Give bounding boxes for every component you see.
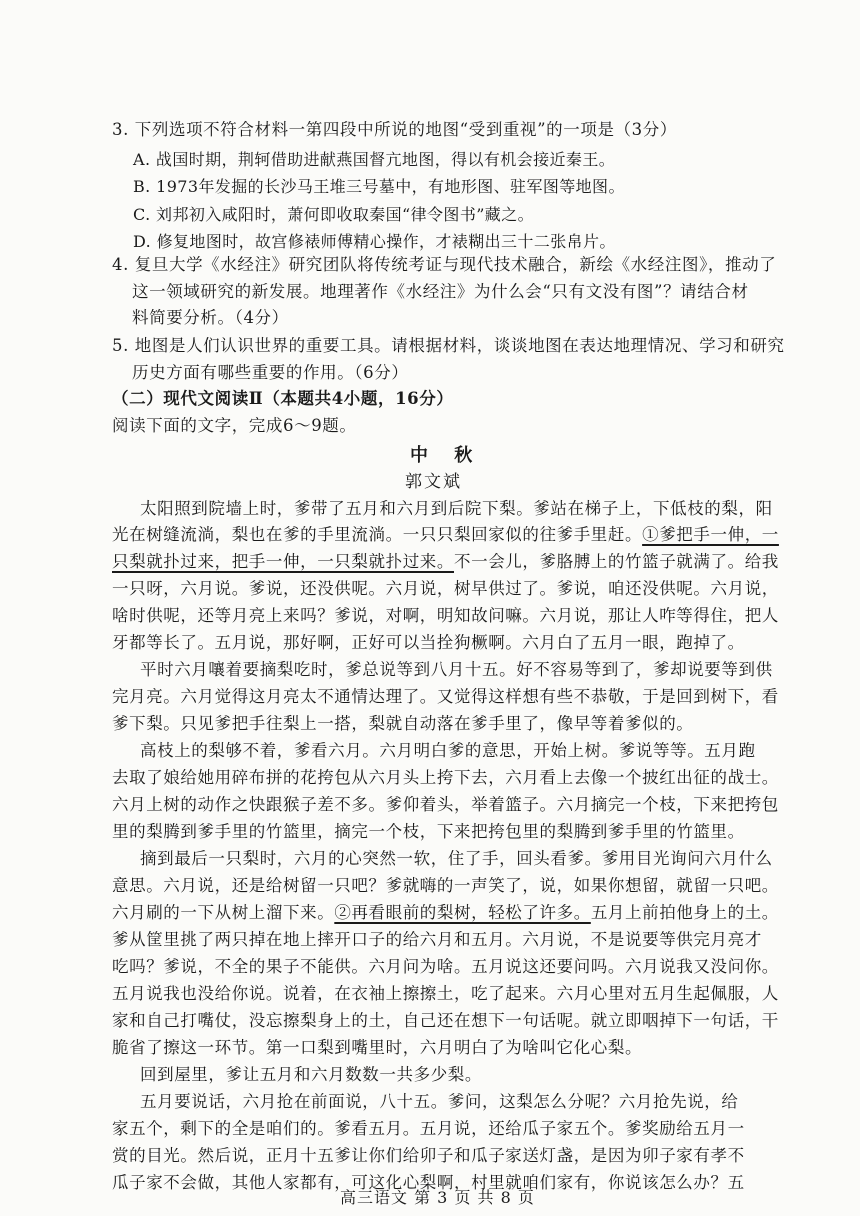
p3-line-1: 高枝上的梨够不着，爹看六月。六月明白爹的意思，开始上树。爹说等等。五月跑 <box>140 741 756 760</box>
p6-line-2: 家五个，剩下的全是咱们的。爹看五月。五月说，还给瓜子家五个。爹奖励给五月一 <box>112 1119 745 1138</box>
p3-line-2: 去取了娘给她用碎布拼的花挎包从六月头上挎下去，六月看上去像一个披红出征的战士。 <box>112 768 779 787</box>
p1-line-3: 只梨就扑过来，把手一伸，一只梨就扑过来。不一会儿，爹胳膊上的竹篮子就满了。给我 <box>112 552 779 571</box>
p4-line-2: 意思。六月说，还是给树留一只吧？爹就嗨的一声笑了，说，如果你想留，就留一只吧。 <box>112 876 779 895</box>
q3-stem: 3. 下列选项不符合材料一第四段中所说的地图“受到重视”的一项是（3分） <box>112 120 677 139</box>
passage-title: 中 秋 <box>410 445 483 466</box>
q3-option-b: B. 1973年发掘的长沙马王堆三号墓中，有地形图、驻军图等地图。 <box>133 177 625 196</box>
p4-line-8: 脆省了擦这一环节。第一口梨到嘴里时，六月明白了为啥叫它化心梨。 <box>112 1038 643 1057</box>
q4-line-3: 料简要分析。（4分） <box>132 308 289 327</box>
p4-line-1: 摘到最后一只梨时，六月的心突然一软，住了手，回头看爹。爹用目光询问六月什么 <box>140 849 773 868</box>
p4-line-6: 五月说我也没给你说。说着，在衣袖上擦擦土，吃了起来。六月心里对五月生起佩服，人 <box>112 984 779 1003</box>
passage-author: 郭文斌 <box>405 472 462 492</box>
q5-line-1: 5. 地图是人们认识世界的重要工具。请根据材料，谈谈地图在表达地理情况、学习和研究 <box>112 336 785 355</box>
underlined-sentence-1-start: ①爹把手一伸，一 <box>642 525 779 544</box>
page-footer: 高三语文 第 3 页 共 8 页 <box>340 1188 535 1207</box>
p1-line-1: 太阳照到院墙上时，爹带了五月和六月到后院下梨。爹站在梯子上，下低枝的梨，阳 <box>140 499 773 518</box>
q4-line-2: 这一领域研究的新发展。地理著作《水经注》为什么会“只有文没有图”？请结合材 <box>132 282 749 301</box>
p1-line-6: 牙都等长了。五月说，那好啊，正好可以当拴狗橛啊。六月白了五月一眼，跑掉了。 <box>112 633 745 652</box>
p4-line-7: 家和自己打嘴仗，没忘擦梨身上的土，自己还在想下一句话呢。就立即咽掉下一句话，干 <box>112 1011 779 1030</box>
section-heading: （二）现代文阅读Ⅱ（本题共4小题，16分） <box>112 389 454 408</box>
q3-option-d: D. 修复地图时，故宫修裱师傅精心操作，才裱糊出三十二张帛片。 <box>133 232 616 251</box>
q4-line-1: 4. 复旦大学《水经注》研究团队将传统考证与现代技术融合，新绘《水经注图》，推动了 <box>112 255 777 274</box>
p5-line-1: 回到屋里，爹让五月和六月数数一共多少梨。 <box>140 1065 482 1084</box>
p4-line-3: 六月刷的一下从树上溜下来。②再看眼前的梨树，轻松了许多。五月上前拍他身上的土。 <box>112 903 779 922</box>
p3-line-4: 里的梨腾到爹手里的竹篮里，摘完一个枝，下来把挎包里的梨腾到爹手里的竹篮里。 <box>112 822 745 841</box>
p6-line-3: 赏的目光。然后说，正月十五爹让你们给卯子和瓜子家送灯盏，是因为卯子家有孝不 <box>112 1146 745 1165</box>
p4-line-4: 爹从筐里挑了两只掉在地上摔开口子的给六月和五月。六月说，不是说要等供完月亮才 <box>112 930 762 949</box>
underlined-sentence-2: ②再看眼前的梨树，轻松了许多。 <box>334 903 591 922</box>
underlined-sentence-1-end: 只梨就扑过来，把手一伸，一只梨就扑过来。 <box>112 552 454 571</box>
p1-line-4: 一只呀，六月说。爹说，还没供呢。六月说，树早供过了。爹说，咱还没供呢。六月说， <box>112 579 779 598</box>
p2-line-1: 平时六月嚷着要摘梨吃时，爹总说等到八月十五。好不容易等到了，爹却说要等到供 <box>140 660 773 679</box>
q3-option-a: A. 战国时期，荆轲借助进献燕国督亢地图，得以有机会接近秦王。 <box>133 150 616 169</box>
p2-line-2: 完月亮。六月觉得这月亮太不通情达理了。又觉得这样想有些不恭敬，于是回到树下，看 <box>112 687 779 706</box>
p1-line-2: 光在树缝流淌，梨也在爹的手里流淌。一只只梨回家似的往爹手里赶。①爹把手一伸，一 <box>112 525 779 544</box>
p2-line-3: 爹下梨。只见爹把手往梨上一搭，梨就自动落在爹手里了，像早等着爹似的。 <box>112 714 694 733</box>
section-instruction: 阅读下面的文字，完成6～9题。 <box>112 416 357 435</box>
p1-line-5: 啥时供呢，还等月亮上来吗？爹说，对啊，明知故问嘛。六月说，那让人咋等得住，把人 <box>112 606 779 625</box>
p3-line-3: 六月上树的动作之快跟猴子差不多。爹仰着头，举着篮子。六月摘完一个枝，下来把挎包 <box>112 795 779 814</box>
q5-line-2: 历史方面有哪些重要的作用。（6分） <box>132 363 409 382</box>
p4-line-5: 吃吗？爹说，不全的果子不能供。六月问为啥。五月说这还要问吗。六月说我又没问你。 <box>112 957 779 976</box>
p6-line-4: 瓜子家不会做，其他人家都有，可这化心梨啊，村里就咱们家有，你说该怎么办？五 <box>112 1173 745 1192</box>
p6-line-1: 五月要说话，六月抢在前面说，八十五。爹问，这梨怎么分呢？六月抢先说，给 <box>140 1092 739 1111</box>
q3-option-c: C. 刘邦初入咸阳时，萧何即收取秦国“律令图书”藏之。 <box>133 205 535 224</box>
